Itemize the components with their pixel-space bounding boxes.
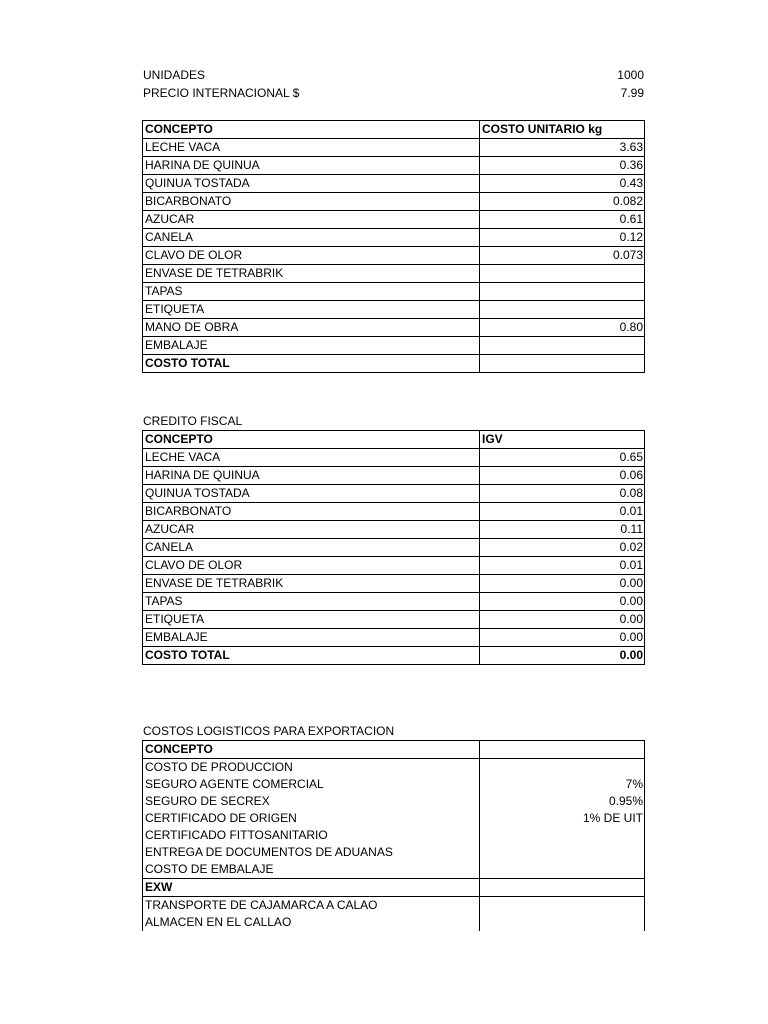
row-valor: 0.43: [480, 175, 645, 193]
table-row: [143, 467, 645, 485]
row-valor: 0.02: [480, 539, 645, 557]
row-valor: 0.00: [480, 593, 645, 611]
table-row: [143, 265, 645, 283]
row-concepto: COSTO DE PRODUCCION: [143, 759, 480, 777]
logistica-title: COSTOS LOGISTICOS PARA EXPORTACION: [143, 724, 395, 738]
table-row: [143, 211, 645, 229]
exw-label: EXW: [143, 879, 480, 897]
table-row: [143, 611, 645, 629]
row-concepto: CLAVO DE OLOR: [143, 557, 480, 575]
table-row: [143, 539, 645, 557]
costos-col-concepto: CONCEPTO: [143, 121, 480, 139]
table-row: [143, 793, 645, 810]
row-valor: [480, 283, 645, 301]
table-row: [143, 593, 645, 611]
costos-total-row: [143, 355, 645, 373]
row-valor: 0.80: [480, 319, 645, 337]
row-valor: [480, 759, 645, 777]
precio-label: PRECIO INTERNACIONAL $: [143, 86, 300, 100]
row-valor: [480, 914, 645, 931]
row-valor: 0.61: [480, 211, 645, 229]
row-valor: 0.36: [480, 157, 645, 175]
table-row: [143, 485, 645, 503]
row-valor: 0.01: [480, 557, 645, 575]
row-valor: 1% DE UIT: [480, 810, 645, 827]
row-concepto: EMBALAJE: [143, 337, 480, 355]
row-concepto: ENVASE DE TETRABRIK: [143, 575, 480, 593]
row-valor: 0.00: [480, 575, 645, 593]
precio-row: [143, 84, 644, 102]
table-row: [143, 283, 645, 301]
row-valor: 0.95%: [480, 793, 645, 810]
row-concepto: HARINA DE QUINUA: [143, 467, 480, 485]
unidades-value: 1000: [617, 68, 644, 82]
row-concepto: LECHE VACA: [143, 449, 480, 467]
row-valor: 0.08: [480, 485, 645, 503]
row-concepto: TAPAS: [143, 593, 480, 611]
row-concepto: CERTIFICADO DE ORIGEN: [143, 810, 480, 827]
row-valor: 0.073: [480, 247, 645, 265]
row-valor: [480, 827, 645, 844]
table-row: [143, 557, 645, 575]
row-concepto: BICARBONATO: [143, 193, 480, 211]
credito-col-concepto: CONCEPTO: [143, 431, 480, 449]
logistica-header-row: [143, 741, 645, 759]
credito-table: [142, 430, 645, 665]
table-row: [143, 319, 645, 337]
row-valor: [480, 337, 645, 355]
row-concepto: QUINUA TOSTADA: [143, 175, 480, 193]
row-valor: [480, 897, 645, 915]
row-valor: [480, 844, 645, 861]
row-concepto: ETIQUETA: [143, 301, 480, 319]
row-valor: 0.06: [480, 467, 645, 485]
row-concepto: AZUCAR: [143, 521, 480, 539]
row-concepto: MANO DE OBRA: [143, 319, 480, 337]
costos-header-row: [143, 121, 645, 139]
table-row: [143, 844, 645, 861]
row-concepto: CANELA: [143, 539, 480, 557]
row-concepto: QUINUA TOSTADA: [143, 485, 480, 503]
row-concepto: EMBALAJE: [143, 629, 480, 647]
table-row: [143, 759, 645, 777]
row-concepto: CANELA: [143, 229, 480, 247]
row-concepto: SEGURO DE SECREX: [143, 793, 480, 810]
table-row: [143, 193, 645, 211]
costos-col-costo: COSTO UNITARIO kg: [480, 121, 645, 139]
costos-table: [142, 120, 645, 373]
row-valor: 0.12: [480, 229, 645, 247]
table-row: [143, 229, 645, 247]
row-valor: 0.00: [480, 611, 645, 629]
row-concepto: CLAVO DE OLOR: [143, 247, 480, 265]
table-row: [143, 175, 645, 193]
row-concepto: ENTREGA DE DOCUMENTOS DE ADUANAS: [143, 844, 480, 861]
logistica-col-concepto: CONCEPTO: [143, 741, 480, 759]
costos-total-value: [480, 355, 645, 373]
row-valor: [480, 301, 645, 319]
costos-total-label: COSTO TOTAL: [143, 355, 480, 373]
row-concepto: ENVASE DE TETRABRIK: [143, 265, 480, 283]
table-row: [143, 575, 645, 593]
row-concepto: ETIQUETA: [143, 611, 480, 629]
table-row: [143, 914, 645, 931]
row-concepto: HARINA DE QUINUA: [143, 157, 480, 175]
credito-total-row: [143, 647, 645, 665]
row-valor: 3.63: [480, 139, 645, 157]
row-concepto: SEGURO AGENTE COMERCIAL: [143, 776, 480, 793]
table-row: [143, 449, 645, 467]
row-concepto: AZUCAR: [143, 211, 480, 229]
credito-col-igv: IGV: [480, 431, 645, 449]
table-row: [143, 861, 645, 879]
table-row: [143, 776, 645, 793]
logistica-col-value: [480, 741, 645, 759]
row-concepto: ALMACEN EN EL CALLAO: [143, 914, 480, 931]
table-row: [143, 157, 645, 175]
row-concepto: TAPAS: [143, 283, 480, 301]
row-valor: 0.082: [480, 193, 645, 211]
row-concepto: CERTIFICADO FITTOSANITARIO: [143, 827, 480, 844]
row-valor: 0.65: [480, 449, 645, 467]
row-concepto: TRANSPORTE DE CAJAMARCA A CALAO: [143, 897, 480, 915]
unidades-label: UNIDADES: [143, 68, 206, 82]
row-valor: 0.11: [480, 521, 645, 539]
row-valor: 0.01: [480, 503, 645, 521]
table-row: [143, 247, 645, 265]
row-valor: [480, 861, 645, 879]
credito-header-row: [143, 431, 645, 449]
precio-value: 7.99: [620, 86, 644, 100]
table-row: [143, 629, 645, 647]
credito-title: CREDITO FISCAL: [143, 414, 243, 428]
table-row: [143, 810, 645, 827]
credito-total-label: COSTO TOTAL: [143, 647, 480, 665]
exw-row: [143, 879, 645, 897]
row-valor: 0.00: [480, 629, 645, 647]
exw-value: [480, 879, 645, 897]
table-row: [143, 139, 645, 157]
row-concepto: BICARBONATO: [143, 503, 480, 521]
table-row: [143, 827, 645, 844]
unidades-row: [143, 66, 644, 84]
row-concepto: LECHE VACA: [143, 139, 480, 157]
row-concepto: COSTO DE EMBALAJE: [143, 861, 480, 879]
table-row: [143, 897, 645, 915]
row-valor: [480, 265, 645, 283]
table-row: [143, 521, 645, 539]
table-row: [143, 301, 645, 319]
table-row: [143, 503, 645, 521]
table-row: [143, 337, 645, 355]
credito-total-value: 0.00: [480, 647, 645, 665]
row-valor: 7%: [480, 776, 645, 793]
logistica-table: [142, 740, 645, 931]
